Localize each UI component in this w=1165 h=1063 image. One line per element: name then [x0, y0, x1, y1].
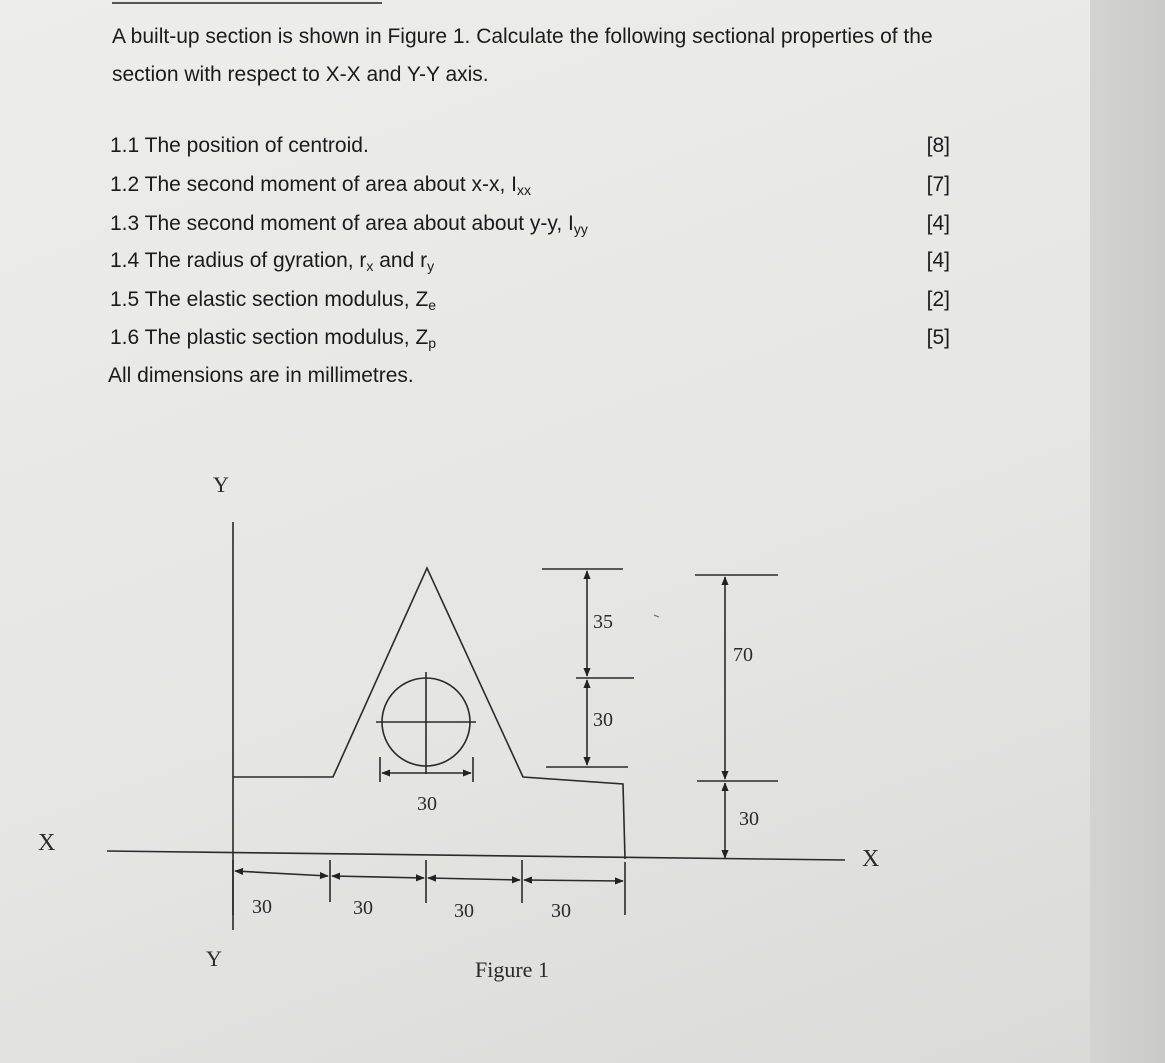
dim-label-circle: 30 [417, 793, 437, 815]
bottom-dim-3 [428, 878, 520, 880]
dim-label-30-base: 30 [739, 808, 759, 830]
question-intro: A built-up section is shown in Figure 1. Calculate the following sectional properties of the section with respect to X-X and Y-Y axis. [112, 25, 933, 86]
bottom-label-1: 30 [252, 896, 272, 918]
question-marks: [8] [926, 134, 950, 157]
x-axis [107, 851, 845, 860]
bottom-label-4: 30 [551, 900, 571, 922]
question-text: 1.1 The position of centroid. [110, 134, 369, 157]
bottom-dim-4 [524, 880, 623, 881]
dimension-note: All dimensions are in millimetres. [108, 364, 414, 387]
x-axis-label-right: X [862, 846, 880, 872]
section-outline [233, 568, 625, 859]
y-axis-label-top: Y [213, 472, 229, 497]
question-text: 1.6 The plastic section modulus, Z [110, 326, 429, 349]
question-marks: [2] [926, 288, 950, 311]
subscript: xx [517, 182, 532, 198]
dim-label-35: 35 [593, 611, 613, 633]
question-text: 1.4 The radius of gyration, r [110, 249, 367, 272]
question-marks: [4] [926, 212, 950, 235]
question-marks: [7] [926, 173, 950, 196]
figure-caption: Figure 1 [475, 957, 549, 982]
stray-mark [654, 615, 659, 617]
bottom-dim-1 [235, 871, 328, 876]
y-axis-label-bottom: Y [206, 946, 222, 971]
subscript: y [427, 258, 435, 274]
question-text: 1.5 The elastic section modulus, Z [110, 288, 429, 311]
question-marks: [4] [926, 249, 950, 272]
bottom-dim-2 [332, 876, 424, 878]
dim-label-30-upper: 30 [593, 709, 613, 731]
subscript: p [428, 335, 437, 351]
bottom-label-3: 30 [454, 900, 474, 922]
question-marks: [5] [926, 326, 950, 349]
subscript: e [428, 297, 437, 313]
subscript: x [366, 258, 374, 274]
question-text: 1.2 The second moment of area about x-x, I [110, 173, 518, 196]
x-axis-label-left: X [38, 830, 56, 856]
subscript: yy [573, 221, 588, 237]
bottom-label-2: 30 [353, 897, 373, 919]
question-text-mid: and r [373, 249, 428, 272]
question-text: 1.3 The second moment of area about about y-y, I [110, 212, 574, 235]
dim-label-70: 70 [733, 644, 753, 666]
